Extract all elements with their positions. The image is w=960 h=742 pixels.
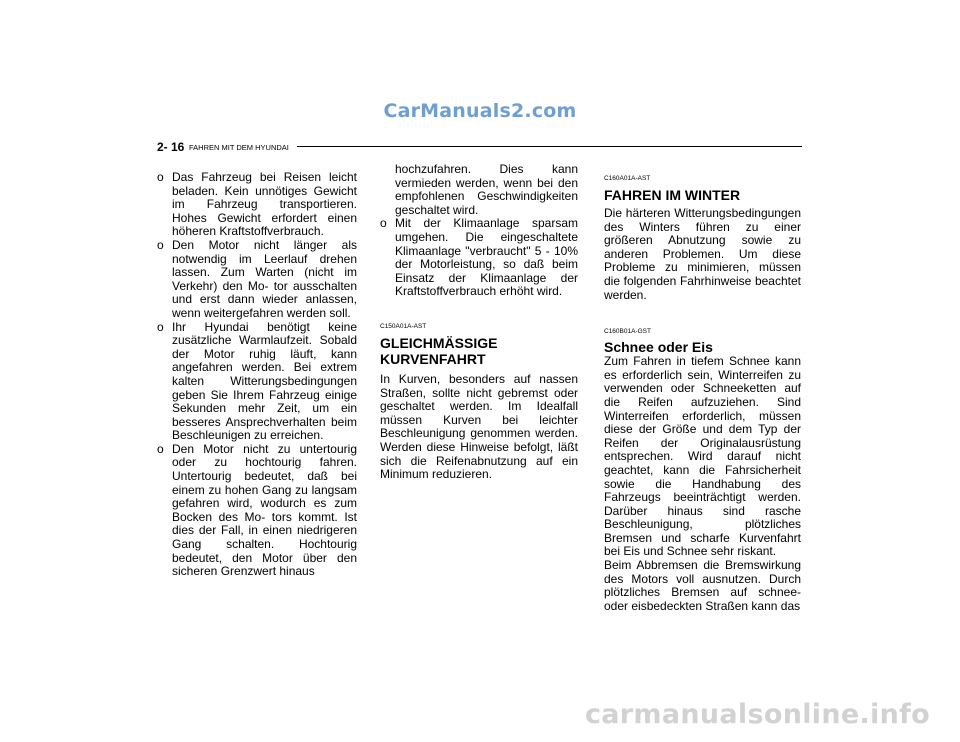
section-heading: FAHREN IM WINTER bbox=[604, 187, 741, 203]
tips-list bbox=[380, 217, 578, 299]
section-title: FAHREN MIT DEM HYUNDAI bbox=[189, 143, 289, 152]
section-heading: Schnee oder Eis bbox=[604, 339, 713, 356]
section-body: In Kurven, besonders auf nassen Straßen, sollte nicht gebremst oder geschaltet werden. Im Idealfall müssen Kurven bei leichter Beschleunigung genommen werden. Werden diese Hinweise befolgt, läßt sich die Reifenabnutzung auf ein Minimum reduzieren. bbox=[380, 371, 578, 482]
page-number: 2- 16 bbox=[157, 140, 185, 154]
page-header bbox=[157, 140, 802, 158]
list-item: o Das Fahrzeug bei Reisen leicht beladen. Kein unnötiges Gewicht im Fahrzeug transportieren. Hohes Gewicht erfordert einen höheren Kraftstoffverbrauch. bbox=[157, 171, 357, 239]
section-body: Beim Abbremsen die Bremswirkung des Motors voll ausnutzen. Durch plötzliches Bremsen auf schnee- oder eisbedeckten Straßen kann das bbox=[604, 558, 801, 613]
section-code: C150A01A-AST bbox=[380, 322, 427, 330]
section-code: C160B01A-GST bbox=[604, 328, 651, 336]
watermark-bottom: carmanualsonline.info bbox=[584, 699, 930, 730]
section-body: Die härteren Witterungsbedingungen des Winters führen zu einer größeren Abnutzung sowie zu anderen Problemen. Um diese Probleme zu minimieren, müssen die folgenden Fahrhinweise beachtet werden. bbox=[604, 206, 801, 302]
column-2 bbox=[380, 163, 578, 482]
list-item: o Ihr Hyundai benötigt keine zusätzliche Warmlaufzeit. Sobald der Motor ruhig läuft, kann angefahren werden. Bei extrem kalten Witterungsbedingungen geben Sie Ihrem Fahrzeug einige Sekunden mehr Zeit, um ein besseres Ansprechverhalten beim Beschleunigen zu erreichen. bbox=[157, 321, 357, 443]
list-item: o Den Motor nicht länger als notwendig im Leerlauf drehen lassen. Zum Warten (nicht im Verkehr) den Mo- tor ausschalten und erst dann wieder anlassen, wenn weitergefahren werden soll. bbox=[157, 239, 357, 321]
column-1 bbox=[157, 171, 357, 579]
section-code: C160A01A-AST bbox=[604, 175, 651, 182]
section-body: Zum Fahren in tiefem Schnee kann es erforderlich sein, Winterreifen zu verwenden oder Schneeketten auf die Reifen aufzuziehen. Sind Winterreifen erforderlich, müssen diese der Größe und dem Typ der Reifen der Originalausrüstung entsprechen. Wird darauf nicht geachtet, kann die Fahrsicherheit sowie die Handhabung des Fahrzeugs beeinträchtigt werden. Darüber hinaus sind rasche Beschleunigung, plötzliches Bremsen und scharfe Kurvenfahrt bei Eis und Schnee sehr riskant. bbox=[604, 354, 801, 559]
continued-text: hochzufahren. Dies kann vermieden werden, wenn bei den empfohlenen Geschwindigkeiten geschaltet wird. bbox=[395, 162, 578, 217]
list-item: o Den Motor nicht zu untertourig oder zu hochtourig fahren. Untertourig bedeutet, daß bei einem zu hohen Gang zu langsam gefahren wird, wodurch es zum Bocken des Mo- tors kommt. Ist dies der Fall, in einen niedrigeren Gang schalten. Hochtourig bedeutet, den Motor über den sicheren Grenzwert hinaus bbox=[157, 443, 357, 579]
column-3 bbox=[604, 171, 801, 613]
section-heading: GLEICHMÄSSIGE KURVENFAHRT bbox=[380, 334, 498, 367]
watermark-top: CarManuals2.com bbox=[383, 100, 577, 122]
header-rule bbox=[297, 146, 802, 147]
list-item: o Mit der Klimaanlage sparsam umgehen. Die eingeschaltete Klimaanlage "verbraucht" 5 - 10% der Motorleistung, so daß beim Einsatz der Klimaanlage der Kraftstoffverbrauch erhöht wird. bbox=[380, 217, 578, 299]
tips-list bbox=[157, 171, 357, 579]
